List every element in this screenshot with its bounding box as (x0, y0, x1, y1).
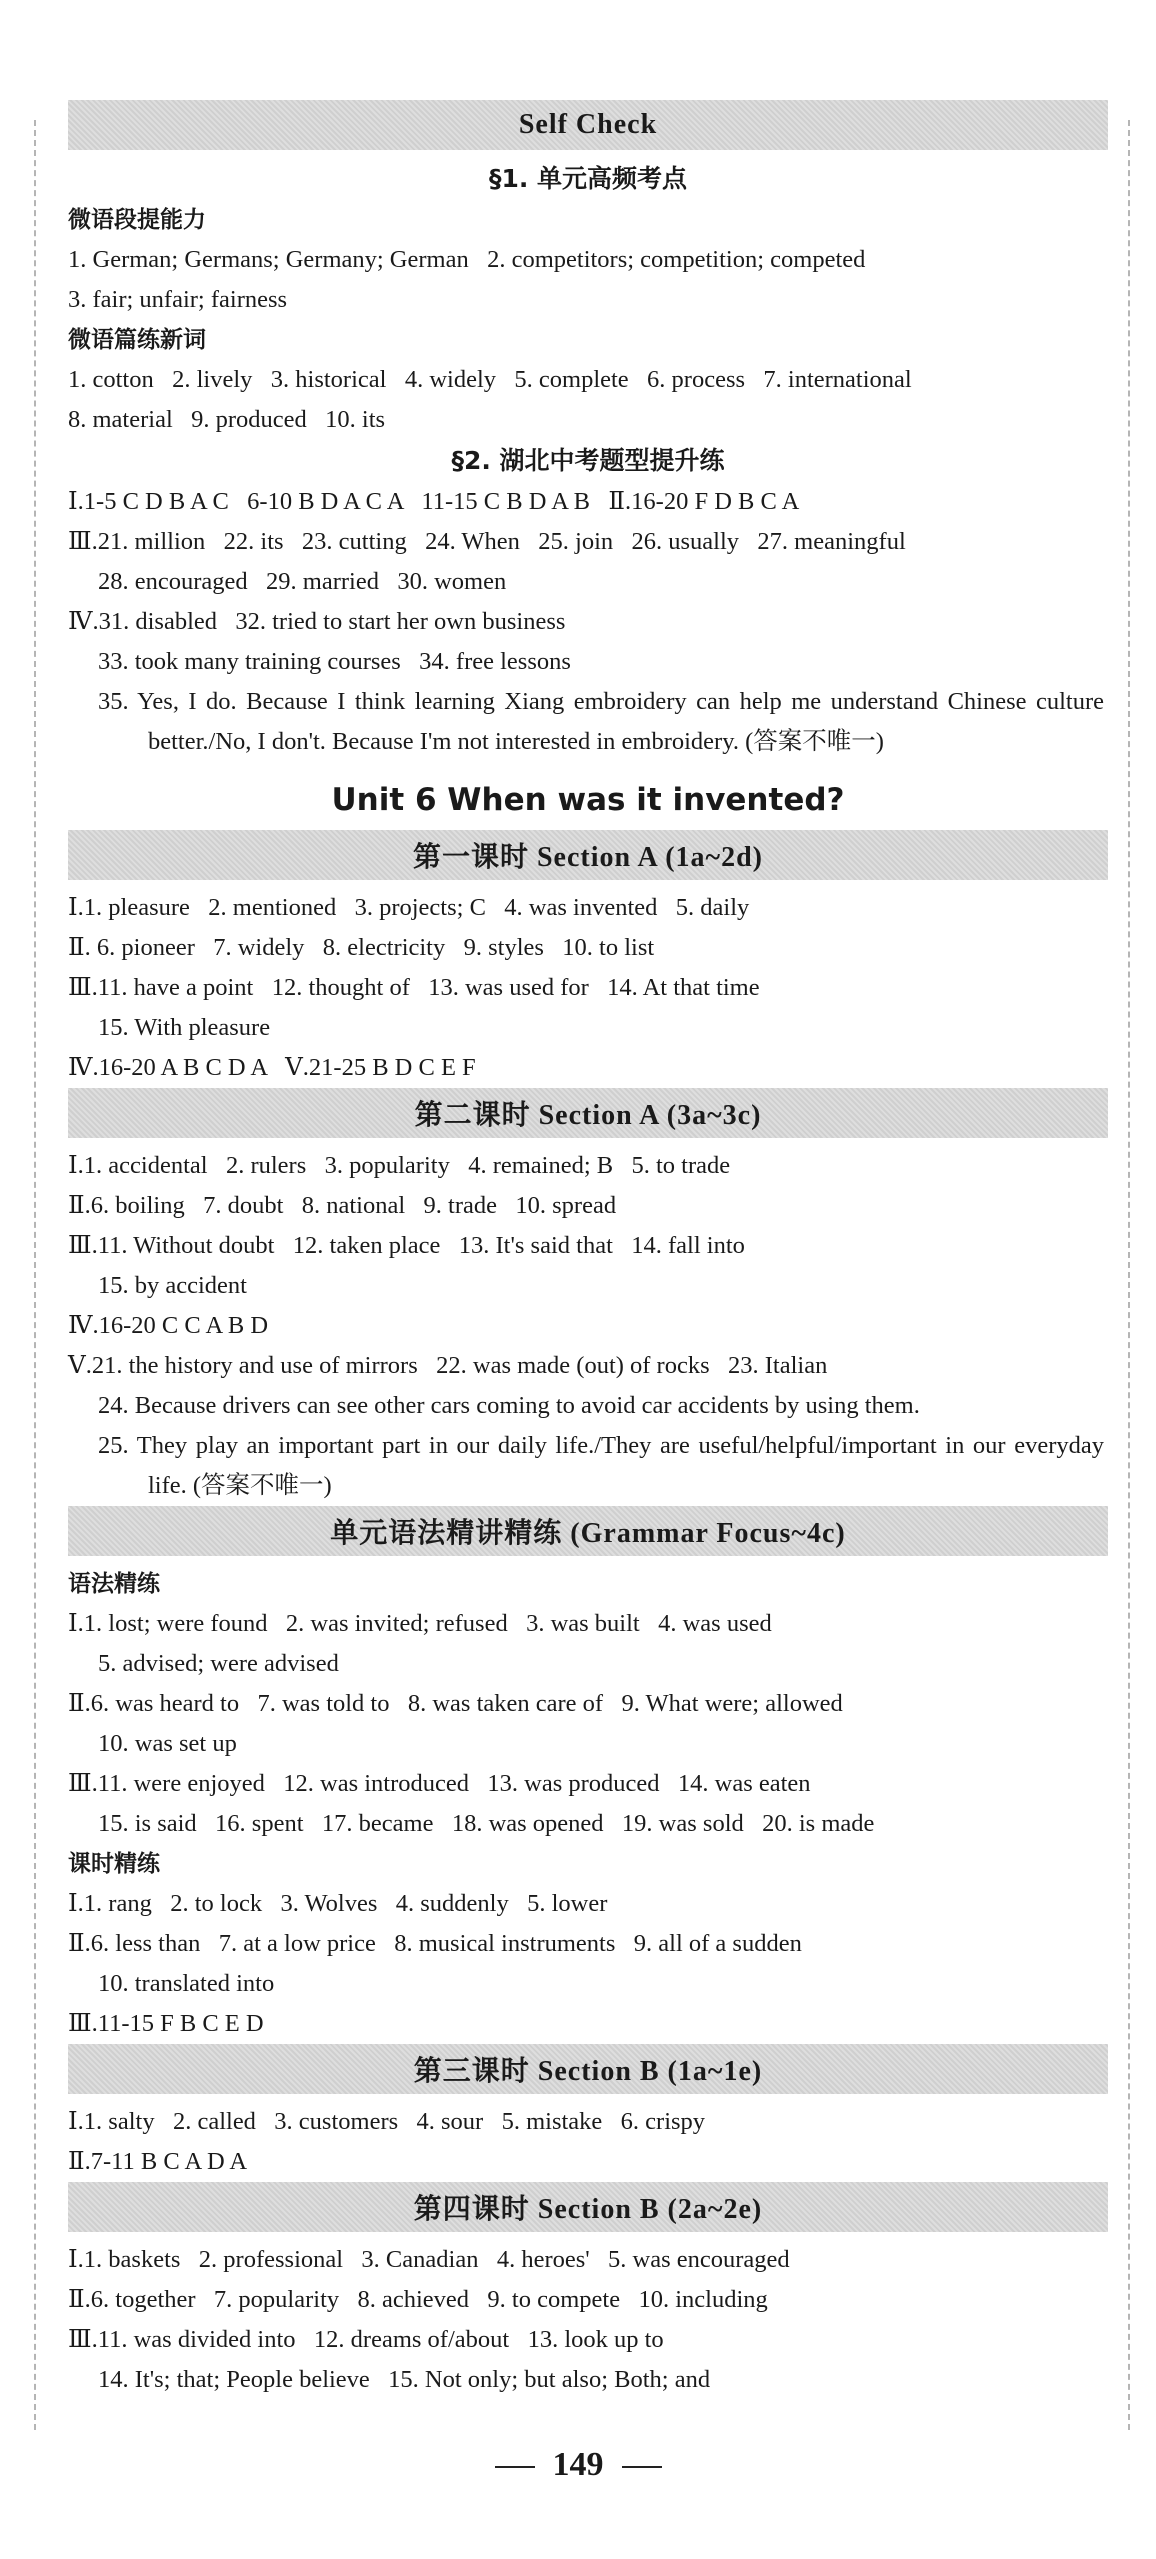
answer-line: Ⅲ.11. have a point 12. thought of 13. was used for 14. At that time (68, 974, 760, 1001)
answer-line: 33. took many training courses 34. free lessons (98, 648, 571, 675)
answer-paragraph: 25. They play an important part in our daily life./They are useful/helpful/important in our everyday life. (答案不唯一) (98, 1432, 1104, 1499)
left-margin-rule (34, 120, 36, 2430)
answer-line: Ⅰ.1. baskets 2. professional 3. Canadian 4. heroes' 5. was encouraged (68, 2246, 790, 2273)
answer-line: Ⅰ.1-5 C D B A C 6-10 B D A C A 11-15 C B D A B Ⅱ.16-20 F D B C A (68, 488, 800, 515)
dash-right (622, 2466, 662, 2468)
lesson-title: 第四课时 Section B (2a~2e) (413, 2194, 763, 2225)
section-2-title: §2. 湖北中考题型提升练 (451, 446, 725, 475)
answer-line: Ⅱ.6. boiling 7. doubt 8. national 9. trade 10. spread (68, 1192, 617, 1219)
answer-line: Ⅱ.6. less than 7. at a low price 8. musical instruments 9. all of a sudden (68, 1930, 802, 1957)
answer-line: 8. material 9. produced 10. its (68, 406, 386, 433)
answer-line: 28. encouraged 29. married 30. women (98, 568, 507, 595)
answer-line: Ⅲ.21. million 22. its 23. cutting 24. When 25. join 26. usually 27. meaningful (68, 528, 906, 555)
answer-line: 3. fair; unfair; fairness (68, 286, 288, 313)
answer-line: Ⅱ. 6. pioneer 7. widely 8. electricity 9. styles 10. to list (68, 934, 655, 961)
section-label: 微语篇练新词 (68, 327, 206, 353)
answer-line: 5. advised; were advised (98, 1650, 339, 1677)
answer-line: Ⅴ.21. the history and use of mirrors 22. was made (out) of rocks 23. Italian (68, 1352, 828, 1379)
answer-line: 1. cotton 2. lively 3. historical 4. widely 5. complete 6. process 7. international (68, 366, 912, 393)
answer-line: 10. translated into (98, 1970, 275, 1997)
answer-line: Ⅲ.11. was divided into 12. dreams of/about 13. look up to (68, 2326, 664, 2353)
answer-line: Ⅳ.16-20 A B C D A Ⅴ.21-25 B D C E F (68, 1054, 476, 1081)
answer-line: Ⅳ.31. disabled 32. tried to start her own business (68, 608, 566, 635)
grammar-title: 单元语法精讲精练 (Grammar Focus~4c) (330, 1518, 846, 1549)
lesson-title: 第二课时 Section A (3a~3c) (414, 1100, 762, 1131)
answer-line: 15. With pleasure (98, 1014, 271, 1041)
self-check-title: Self Check (518, 109, 658, 140)
section-label: 微语段提能力 (68, 207, 206, 233)
lesson-banner (68, 1088, 1108, 1138)
answer-line: Ⅰ.1. salty 2. called 3. customers 4. sour 5. mistake 6. crispy (68, 2108, 706, 2135)
answer-page (68, 100, 1108, 2400)
section-label: 课时精练 (68, 1851, 160, 1877)
answer-line: Ⅰ.1. lost; were found 2. was invited; refused 3. was built 4. was used (68, 1610, 772, 1637)
answer-line: 10. was set up (98, 1730, 237, 1757)
answer-line: Ⅱ.6. together 7. popularity 8. achieved 9. to compete 10. including (68, 2286, 768, 2313)
dash-left (495, 2466, 535, 2468)
answer-line: 24. Because drivers can see other cars coming to avoid car accidents by using them. (98, 1392, 920, 1419)
answer-line: Ⅳ.16-20 C C A B D (68, 1312, 269, 1339)
right-margin-rule (1128, 120, 1130, 2430)
grammar-banner (68, 1506, 1108, 1556)
page-number (0, 2446, 1156, 2484)
answer-line: 15. by accident (98, 1272, 247, 1299)
answer-line: 1. German; Germans; Germany; German 2. competitors; competition; competed (68, 246, 866, 273)
unit-title: Unit 6 When was it invented? (331, 782, 845, 818)
lesson-banner (68, 2182, 1108, 2232)
answer-line: Ⅲ.11. Without doubt 12. taken place 13. It's said that 14. fall into (68, 1232, 745, 1259)
page-number-text: 149 (552, 2446, 604, 2483)
answer-line: Ⅱ.6. was heard to 7. was told to 8. was taken care of 9. What were; allowed (68, 1690, 843, 1717)
self-check-banner (68, 100, 1108, 150)
lesson-banner (68, 830, 1108, 880)
lesson-banner (68, 2044, 1108, 2094)
answer-line: Ⅰ.1. accidental 2. rulers 3. popularity 4. remained; B 5. to trade (68, 1152, 731, 1179)
answer-line: Ⅰ.1. pleasure 2. mentioned 3. projects; C 4. was invented 5. daily (68, 894, 750, 921)
lesson-title: 第三课时 Section B (1a~1e) (413, 2056, 763, 2087)
answer-line: Ⅰ.1. rang 2. to lock 3. Wolves 4. suddenly 5. lower (68, 1890, 608, 1917)
section-1-title: §1. 单元高频考点 (488, 164, 688, 193)
answer-line: Ⅱ.7-11 B C A D A (68, 2148, 248, 2175)
answer-line: Ⅲ.11. were enjoyed 12. was introduced 13. was produced 14. was eaten (68, 1770, 811, 1797)
answer-line: 15. is said 16. spent 17. became 18. was opened 19. was sold 20. is made (98, 1810, 875, 1837)
answer-paragraph: 35. Yes, I do. Because I think learning Xiang embroidery can help me understand Chinese culture better./No, I don't. Because I'm not interested in embroidery. (答案不唯一) (98, 688, 1104, 755)
section-label: 语法精练 (68, 1571, 160, 1597)
answer-line: Ⅲ.11-15 F B C E D (68, 2010, 264, 2037)
answer-line: 14. It's; that; People believe 15. Not only; but also; Both; and (98, 2366, 711, 2393)
lesson-title: 第一课时 Section A (1a~2d) (412, 842, 764, 873)
